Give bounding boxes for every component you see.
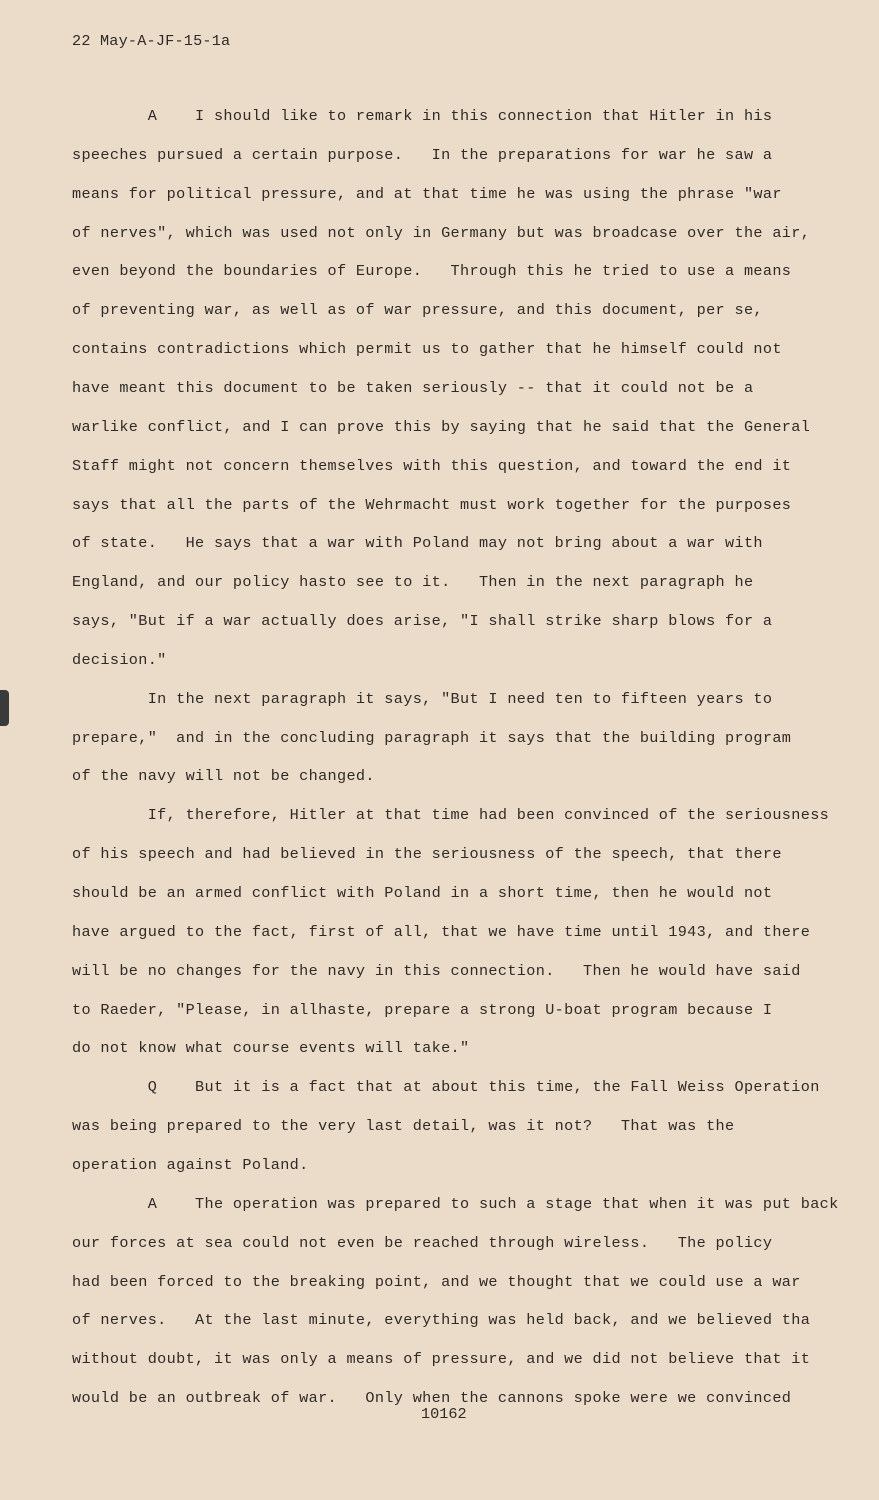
text-line: decision." [72,650,167,669]
text-line: of preventing war, as well as of war pressure, and this document, per se, [72,301,763,320]
text-line: have meant this document to be taken seriously -- that it could not be a [72,378,754,397]
text-line: Staff might not concern themselves with this question, and toward the end it [72,456,792,475]
document-reference-code: 22 May-A-JF-15-1a [72,32,231,50]
text-line: to Raeder, "Please, in allhaste, prepare a strong U-boat program because I [72,1000,773,1019]
text-line: A The operation was prepared to such a stage that when it was put back [72,1194,839,1213]
binding-edge-mark [0,690,9,726]
text-line: speeches pursued a certain purpose. In the preparations for war he saw a [72,145,773,164]
text-line: of state. He says that a war with Poland may not bring about a war with [72,534,763,553]
text-line: of nerves. At the last minute, everything was held back, and we believed tha [72,1311,811,1330]
page-number: 10162 [421,1405,467,1423]
text-line: have argued to the fact, first of all, that we have time until 1943, and there [72,922,811,941]
text-line: A I should like to remark in this connection that Hitler in his [72,107,773,125]
text-line: our forces at sea could not even be reached through wireless. The policy [72,1233,773,1252]
text-line: was being prepared to the very last detail, was it not? That was the [72,1117,735,1136]
text-line: In the next paragraph it says, "But I need ten to fifteen years to [72,689,773,708]
text-line: prepare," and in the concluding paragraph it says that the building program [72,728,792,747]
text-line: If, therefore, Hitler at that time had been convinced of the seriousness [72,806,830,825]
text-line: Q But it is a fact that at about this time, the Fall Weiss Operation [72,1078,820,1097]
text-line: says, "But if a war actually does arise, "I shall strike sharp blows for a [72,612,773,631]
text-line: warlike conflict, and I can prove this by saying that he said that the General [72,417,811,436]
text-line: without doubt, it was only a means of pressure, and we did not believe that it [72,1350,811,1369]
text-line: would be an outbreak of war. Only when the cannons spoke were we convinced [72,1389,792,1408]
text-line: had been forced to the breaking point, and we thought that we could use a war [72,1272,801,1291]
text-line: should be an armed conflict with Poland in a short time, then he would not [72,884,773,902]
text-line: do not know what course events will take." [72,1039,470,1058]
text-line: operation against Poland. [72,1155,309,1174]
text-line: of the navy will not be changed. [72,767,375,786]
text-line: says that all the parts of the Wehrmacht must work together for the purposes [72,495,792,514]
text-line: means for political pressure, and at that time he was using the phrase "war [72,184,782,203]
text-line: of his speech and had believed in the seriousness of the speech, that there [72,845,782,864]
text-line: will be no changes for the navy in this connection. Then he would have said [72,961,801,980]
text-line: even beyond the boundaries of Europe. Through this he tried to use a means [72,262,792,281]
text-line: England, and our policy hasto see to it. Then in the next paragraph he [72,573,754,592]
text-line: of nerves", which was used not only in Germany but was broadcase over the air, [72,223,811,242]
text-line: contains contradictions which permit us to gather that he himself could not [72,340,782,359]
